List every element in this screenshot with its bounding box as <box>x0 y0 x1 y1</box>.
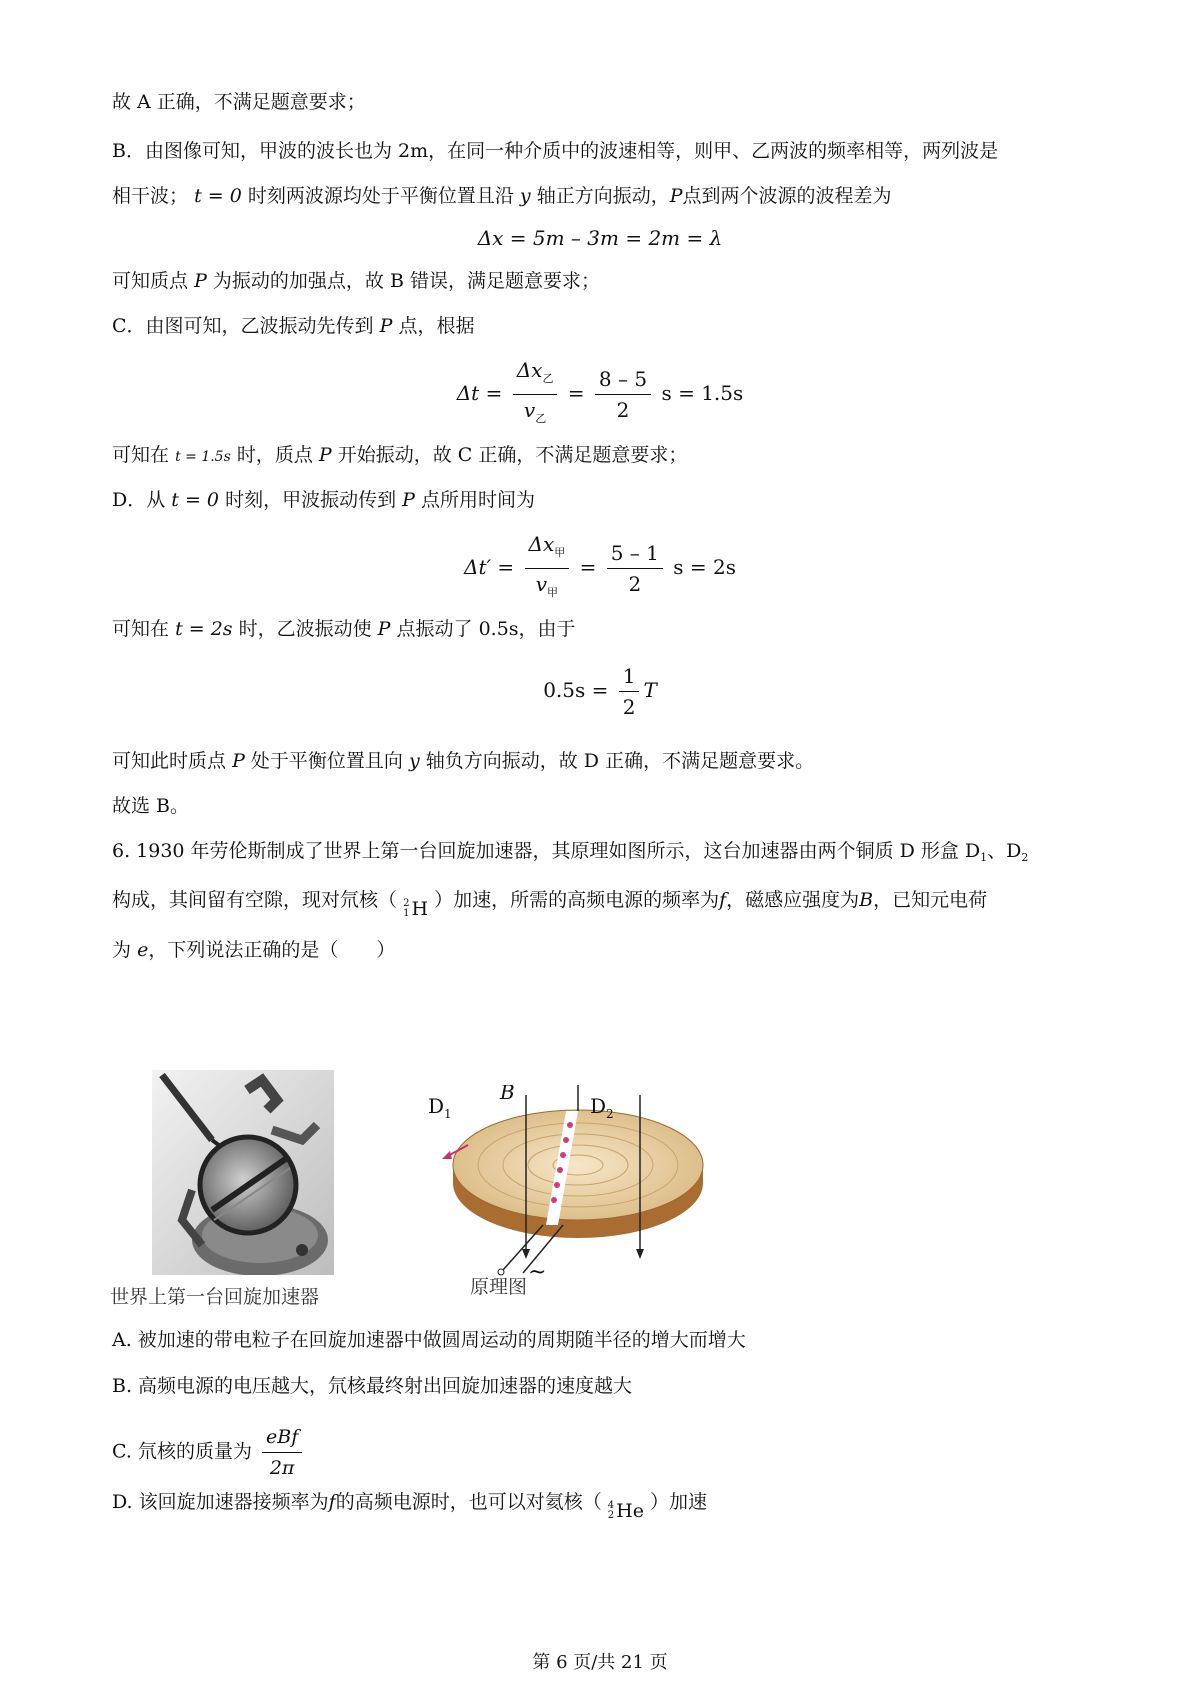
deuteron-symbol: 2 1 H <box>403 898 429 920</box>
option-a: A. 被加速的带电粒子在回旋加速器中做圆周运动的周期随半径的增大而增大 <box>112 1329 746 1351</box>
equation-half-period: 0.5s = $\frac{1}{2}$ T <box>543 664 657 719</box>
text-line: B．由图像可知，甲波的波长也为 2m，在同一种介质中的波速相等，则甲、乙两波的频率相等，两列波是 <box>112 140 999 162</box>
option-d: D. 该回旋加速器接频率为f的高频电源时，也可以对氦核（ 4 2 He ）加速 <box>112 1488 707 1525</box>
text-line: 可知在 t = 1.5s 时，质点 P 开始振动，故 C 正确，不满足题意要求； <box>112 444 688 466</box>
equation-delta-t: Δt = $\frac{\Delta x_乙}{v_乙}$ = $\frac{8 - 5}{2}$ s = 1.5s <box>456 358 744 425</box>
text-line: D．从 t = 0 时刻，甲波振动传到 P 点所用时间为 <box>112 489 535 511</box>
label-d2: $D_2$ <box>590 1094 614 1121</box>
label-b: B <box>500 1085 515 1104</box>
question-6-stem: 构成，其间留有空隙，现对氘核（ 2 1 H ）加速，所需的高频电源的频率为f，磁感应强度为B，已知元电荷 <box>112 886 987 923</box>
question-6-stem: 6. 1930 年劳伦斯制成了世界上第一台回旋加速器，其原理如图所示，这台加速器由两个铜质 D 形盒 $D_1$、$D_2$ <box>112 840 1029 864</box>
text-line: 可知此时质点 P 处于平衡位置且向 y 轴负方向振动，故 D 正确，不满足题意要求。 <box>112 750 815 772</box>
text-line: 可知质点 P 为振动的加强点，故 B 错误，满足题意要求； <box>112 270 600 292</box>
equation-delta-t-prime: Δt′ = $\frac{\Delta x_甲}{v_甲}$ = $\frac{5 - 1}{2}$ s = 2s <box>464 532 736 599</box>
math-t0: t = 0 <box>194 185 242 207</box>
option-b: B. 高频电源的电压越大，氘核最终射出回旋加速器的速度越大 <box>112 1375 633 1397</box>
text-line: 可知在 t = 2s 时，乙波振动使 P 点振动了 0.5s，由于 <box>112 618 576 640</box>
option-c: C. 氘核的质量为 $\frac{\text{eBf}}{2\pi}$ <box>112 1424 306 1481</box>
label-ac-source: ~ <box>528 1260 547 1280</box>
question-6-stem: 为 e，下列说法正确的是（ ） <box>112 939 396 961</box>
equation-path-difference: Δx = 5m – 3m = 2m = λ <box>477 226 723 250</box>
page-footer: 第 6 页/共 21 页 <box>532 1652 668 1673</box>
photo-caption: 世界上第一台回旋加速器 <box>110 1286 320 1308</box>
cyclotron-photo <box>152 1070 334 1275</box>
cyclotron-diagram <box>428 1085 728 1280</box>
text-line: C．由图可知，乙波振动先传到 P 点，根据 <box>112 315 475 337</box>
text-line: 故 A 正确，不满足题意要求； <box>112 91 366 113</box>
label-d1: $D_1$ <box>428 1094 452 1121</box>
text-line: 相干波； t = 0 时刻两波源均处于平衡位置且沿 y 轴正方向振动，P点到两个波源的波程差为 <box>112 185 892 207</box>
text-line: 故选 B。 <box>112 795 190 817</box>
helium-symbol: 4 2 He <box>607 1500 644 1522</box>
diagram-caption: 原理图 <box>470 1276 528 1298</box>
